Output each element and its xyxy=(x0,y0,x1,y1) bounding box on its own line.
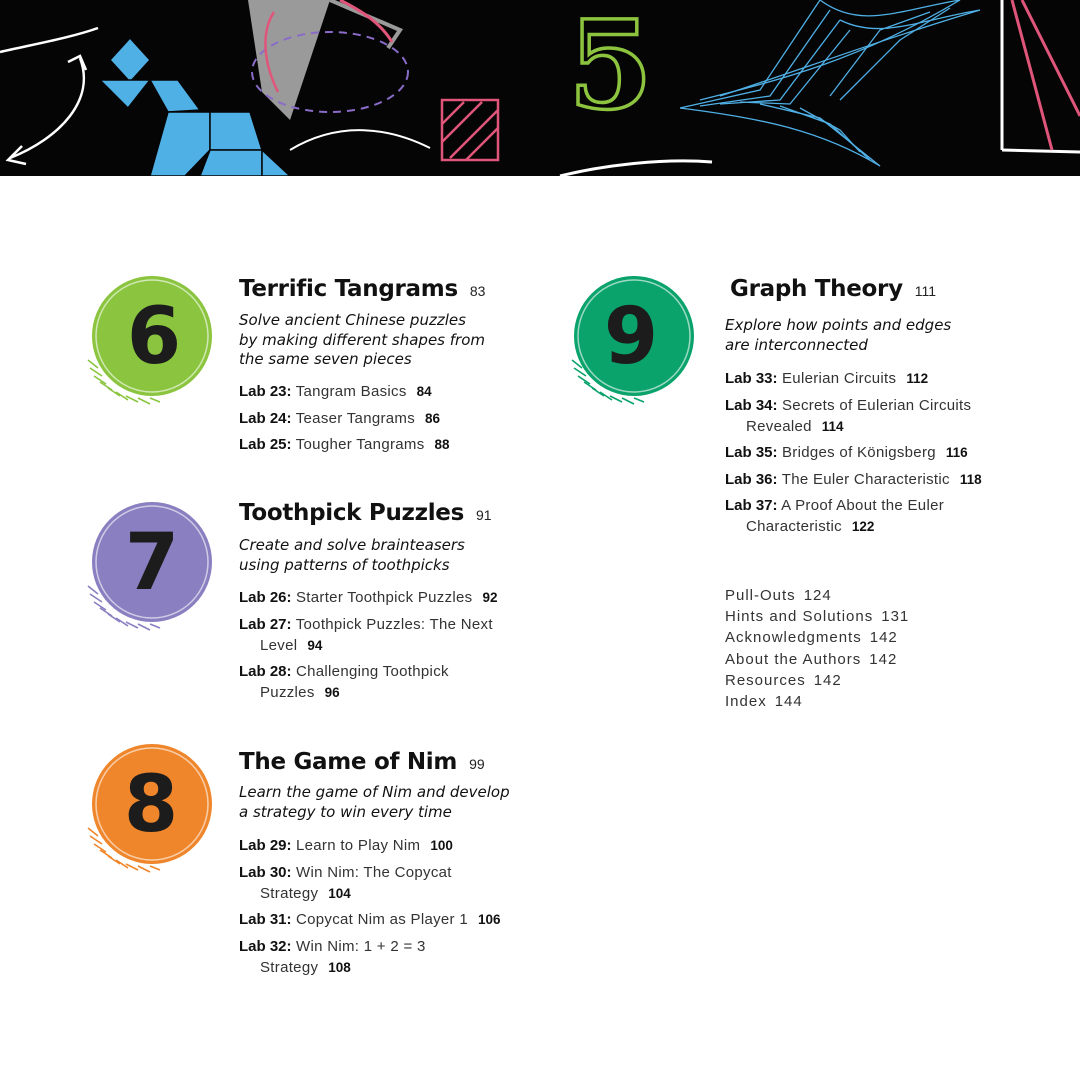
description-line: Create and solve brainteasers xyxy=(239,536,465,554)
lab-title: The Euler Characteristic xyxy=(781,470,950,488)
lab-number: Lab 36 xyxy=(725,470,773,488)
back-matter-item[interactable] xyxy=(725,691,909,712)
lab-number: Lab 30 xyxy=(239,863,287,881)
description-line: the same seven pieces xyxy=(239,350,412,368)
back-matter-item[interactable] xyxy=(725,627,909,648)
lab-entry[interactable]: Lab 31: Copycat Nim as Player 1 106 xyxy=(239,911,501,928)
chalk-line xyxy=(290,130,430,150)
chapter-number: 7 xyxy=(124,518,180,608)
lab-entry[interactable]: Lab 36: The Euler Characteristic 118 xyxy=(725,470,982,488)
lab-number: Lab 37 xyxy=(725,497,773,514)
chalk-line xyxy=(0,28,98,52)
lab-title: Bridges of Königsberg xyxy=(782,444,936,461)
lab-number: Lab 23 xyxy=(239,383,287,400)
lab-entry[interactable]: Lab 34: Secrets of Eulerian Circuits Revealed 114 xyxy=(725,396,972,435)
lab-title: Tangram Basics xyxy=(295,383,407,400)
item-title: Resources xyxy=(725,671,806,689)
lab-entry[interactable]: Lab 37: A Proof About the Euler Characteristic 122 xyxy=(725,497,945,535)
banner-illustration xyxy=(0,0,1080,176)
lab-page: 116 xyxy=(945,445,968,460)
chapter-7-badge xyxy=(80,498,214,632)
item-page: 124 xyxy=(803,587,832,604)
lab-number: Lab 29 xyxy=(239,837,287,854)
ruler-line xyxy=(1002,150,1080,152)
chapter-page: 111 xyxy=(914,283,937,299)
back-matter-item[interactable] xyxy=(725,670,909,691)
lab-number: Lab 31 xyxy=(239,911,287,928)
lab-page: 88 xyxy=(434,437,450,452)
lab-title: Win Nim: The Copycat Strategy xyxy=(260,863,452,902)
lab-page: 104 xyxy=(328,885,351,901)
chapter-title[interactable]: Toothpick Puzzles xyxy=(239,500,464,526)
chapter-description xyxy=(239,311,539,370)
chapter-description xyxy=(725,316,1025,355)
lab-title: Eulerian Circuits xyxy=(782,370,897,387)
lab-title: Win Nim: 1 + 2 = 3 Strategy xyxy=(260,937,426,976)
lab-title: Toothpick Puzzles: The Next Level xyxy=(260,615,493,654)
lab-page: 92 xyxy=(482,590,498,605)
lab-entry[interactable]: Lab 25: Tougher Tangrams 88 xyxy=(239,436,450,453)
item-page: 142 xyxy=(869,629,898,647)
lab-entry[interactable]: Lab 29: Learn to Play Nim 100 xyxy=(239,837,453,854)
lab-page: 114 xyxy=(821,418,844,434)
description-line: Explore how points and edges xyxy=(725,316,952,334)
chapter-9-badge xyxy=(564,272,698,406)
lab-entry[interactable]: Lab 27: Toothpick Puzzles: The Next Level 94 xyxy=(239,615,493,654)
back-matter-item[interactable] xyxy=(725,649,909,670)
lab-page: 122 xyxy=(851,519,875,534)
lab-number: Lab 25 xyxy=(239,436,287,453)
description-line: Learn the game of Nim and develop xyxy=(239,783,510,801)
lab-list xyxy=(239,587,529,709)
lab-title: Copycat Nim as Player 1 xyxy=(296,911,468,928)
description-line: using patterns of toothpicks xyxy=(239,555,450,574)
lab-number: Lab 32 xyxy=(239,937,287,955)
chapter-description xyxy=(239,536,539,575)
chapter-6-badge xyxy=(80,272,214,406)
curved-arrow xyxy=(10,58,84,158)
lab-entry[interactable]: Lab 26: Starter Toothpick Puzzles 92 xyxy=(239,589,498,606)
back-matter-item[interactable] xyxy=(725,585,909,606)
lab-page: 108 xyxy=(328,959,351,975)
lab-number: Lab 28 xyxy=(239,663,287,680)
description-line: Solve ancient Chinese puzzles xyxy=(239,311,466,329)
gray-triangle xyxy=(248,0,330,120)
pink-hatched-square xyxy=(442,100,498,160)
chapter-heading[interactable] xyxy=(239,749,485,775)
string-art xyxy=(680,0,980,166)
back-matter-list xyxy=(725,585,909,712)
lab-entry[interactable]: Lab 24: Teaser Tangrams 86 xyxy=(239,409,441,427)
lab-entry[interactable]: Lab 32: Win Nim: 1 + 2 = 3 Strategy 108 xyxy=(239,937,426,976)
lab-entry[interactable]: Lab 33: Eulerian Circuits 112 xyxy=(725,370,929,387)
chapter-8-badge xyxy=(80,740,214,874)
chapter-heading[interactable] xyxy=(730,276,936,302)
chalkboard-banner xyxy=(0,0,1080,176)
pink-line xyxy=(1022,0,1080,116)
lab-title: A Proof About the Euler Characteristic xyxy=(746,497,945,535)
lab-page: 86 xyxy=(425,410,441,426)
chapter-heading[interactable] xyxy=(239,500,492,526)
back-matter-item[interactable] xyxy=(725,606,909,627)
lab-entry[interactable]: Lab 28: Challenging Toothpick Puzzles 96 xyxy=(239,663,449,701)
chapter-page: 91 xyxy=(475,507,492,523)
item-title: Hints and Solutions xyxy=(725,608,874,626)
chapter-title[interactable]: The Game of Nim xyxy=(239,749,458,775)
lab-title: Learn to Play Nim xyxy=(296,837,421,854)
lab-page: 112 xyxy=(906,371,929,386)
lab-list xyxy=(239,835,524,983)
chalk-line xyxy=(560,161,712,176)
lab-number: Lab 34 xyxy=(725,396,773,414)
item-page: 142 xyxy=(813,671,842,689)
lab-entry[interactable]: Lab 23: Tangram Basics 84 xyxy=(239,383,432,400)
lab-page: 106 xyxy=(477,912,501,927)
lab-number: Lab 27 xyxy=(239,615,287,633)
item-title: Index xyxy=(725,693,767,711)
lab-title: Secrets of Eulerian Circuits Revealed xyxy=(746,396,972,435)
lab-page: 84 xyxy=(416,384,432,399)
lab-list xyxy=(725,368,1025,543)
chapter-title[interactable]: Graph Theory xyxy=(730,276,903,302)
item-title: About the Authors xyxy=(725,650,862,668)
item-page: 142 xyxy=(869,650,898,668)
lab-number: Lab 35 xyxy=(725,444,773,461)
lab-page: 100 xyxy=(430,838,453,853)
lab-number: Lab 33 xyxy=(725,370,773,387)
lab-page: 94 xyxy=(307,637,323,653)
chapter-description xyxy=(239,783,559,822)
green-digit-5: 5 xyxy=(568,0,653,137)
chapter-page: 99 xyxy=(469,756,485,772)
lab-title: Starter Toothpick Puzzles xyxy=(296,589,473,606)
item-title: Pull-Outs xyxy=(725,587,796,604)
lab-entry[interactable]: Lab 30: Win Nim: The Copycat Strategy 104 xyxy=(239,863,452,902)
item-page: 131 xyxy=(881,608,910,626)
chapter-page: 83 xyxy=(469,283,486,299)
lab-page: 96 xyxy=(324,685,340,700)
lab-title: Challenging Toothpick Puzzles xyxy=(260,663,449,701)
chapter-heading[interactable] xyxy=(239,276,485,302)
lab-title: Tougher Tangrams xyxy=(295,436,425,453)
lab-list xyxy=(239,381,539,461)
lab-title: Teaser Tangrams xyxy=(295,409,416,427)
chapter-title[interactable]: Terrific Tangrams xyxy=(239,276,458,302)
lab-entry[interactable]: Lab 35: Bridges of Königsberg 116 xyxy=(725,444,968,461)
description-line: by making different shapes from xyxy=(239,330,485,349)
description-line: are interconnected xyxy=(725,335,868,354)
lab-page: 118 xyxy=(959,471,982,487)
chapter-number: 6 xyxy=(126,292,182,382)
description-line: a strategy to win every time xyxy=(239,802,452,821)
lab-number: Lab 26 xyxy=(239,589,287,606)
item-page: 144 xyxy=(774,693,803,711)
chapter-number: 9 xyxy=(603,292,659,382)
item-title: Acknowledgments xyxy=(725,629,862,647)
lab-number: Lab 24 xyxy=(239,409,287,427)
chapter-number: 8 xyxy=(123,760,179,850)
